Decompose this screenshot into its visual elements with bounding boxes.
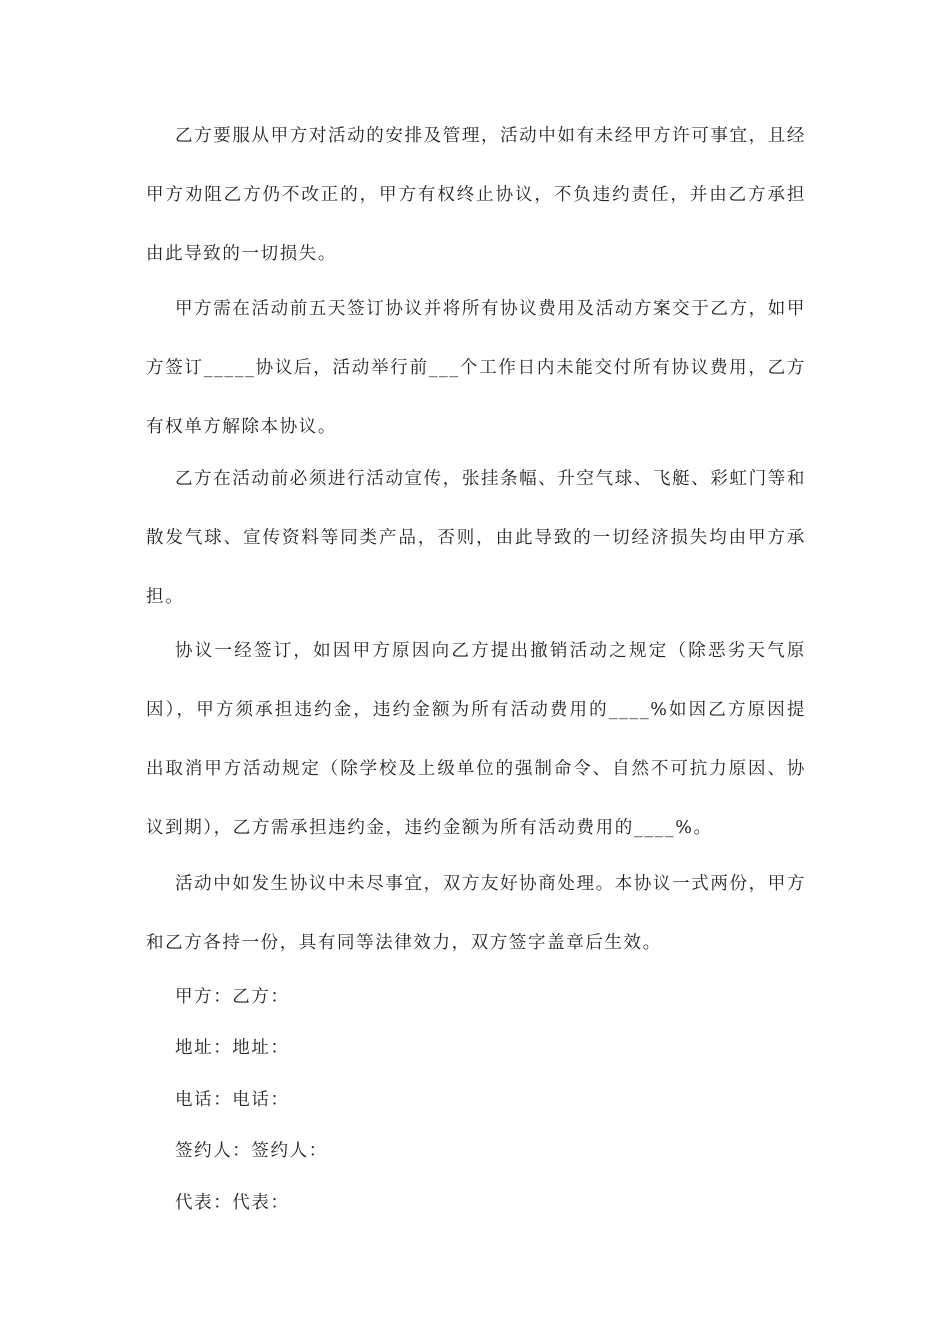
signature-line-phone: 电话：电话： (175, 1090, 290, 1110)
clause-paragraph-5: 活动中如发生协议中未尽事宜，双方友好协商处理。本协议一式两份，甲方和乙方各持一份，具有同等法律效力，双方签字盖章后生效。 (146, 874, 806, 953)
signature-line-signatory: 签约人：签约人： (175, 1141, 328, 1161)
clause-paragraph-4: 协议一经签订，如因甲方原因向乙方提出撤销活动之规定（除恶劣天气原因），甲方须承担违约金，违约金额为所有活动费用的____%如因乙方原因提出取消甲方活动规定（除学校及上级单位的强制命令、自然不可抗力原因、协议到期），乙方需承担违约金，违约金额为所有活动费用的____%。 (146, 641, 806, 838)
signature-line-address: 地址：地址： (175, 1038, 290, 1058)
clause-paragraph-1: 乙方要服从甲方对活动的安排及管理，活动中如有未经甲方许可事宜，且经甲方劝阻乙方仍不改正的，甲方有权终止协议，不负违约责任，并由乙方承担由此导致的一切损失。 (146, 126, 806, 264)
clause-paragraph-2: 甲方需在活动前五天签订协议并将所有协议费用及活动方案交于乙方，如甲方签订_____协议后，活动举行前___个工作日内未能交付所有协议费用，乙方有权单方解除本协议。 (146, 299, 806, 437)
signature-line-parties: 甲方：乙方： (175, 987, 290, 1007)
signature-line-representative: 代表：代表： (175, 1193, 290, 1213)
clause-paragraph-3: 乙方在活动前必须进行活动宣传，张挂条幅、升空气球、飞艇、彩虹门等和散发气球、宣传资料等同类产品，否则，由此导致的一切经济损失均由甲方承担。 (146, 469, 806, 607)
